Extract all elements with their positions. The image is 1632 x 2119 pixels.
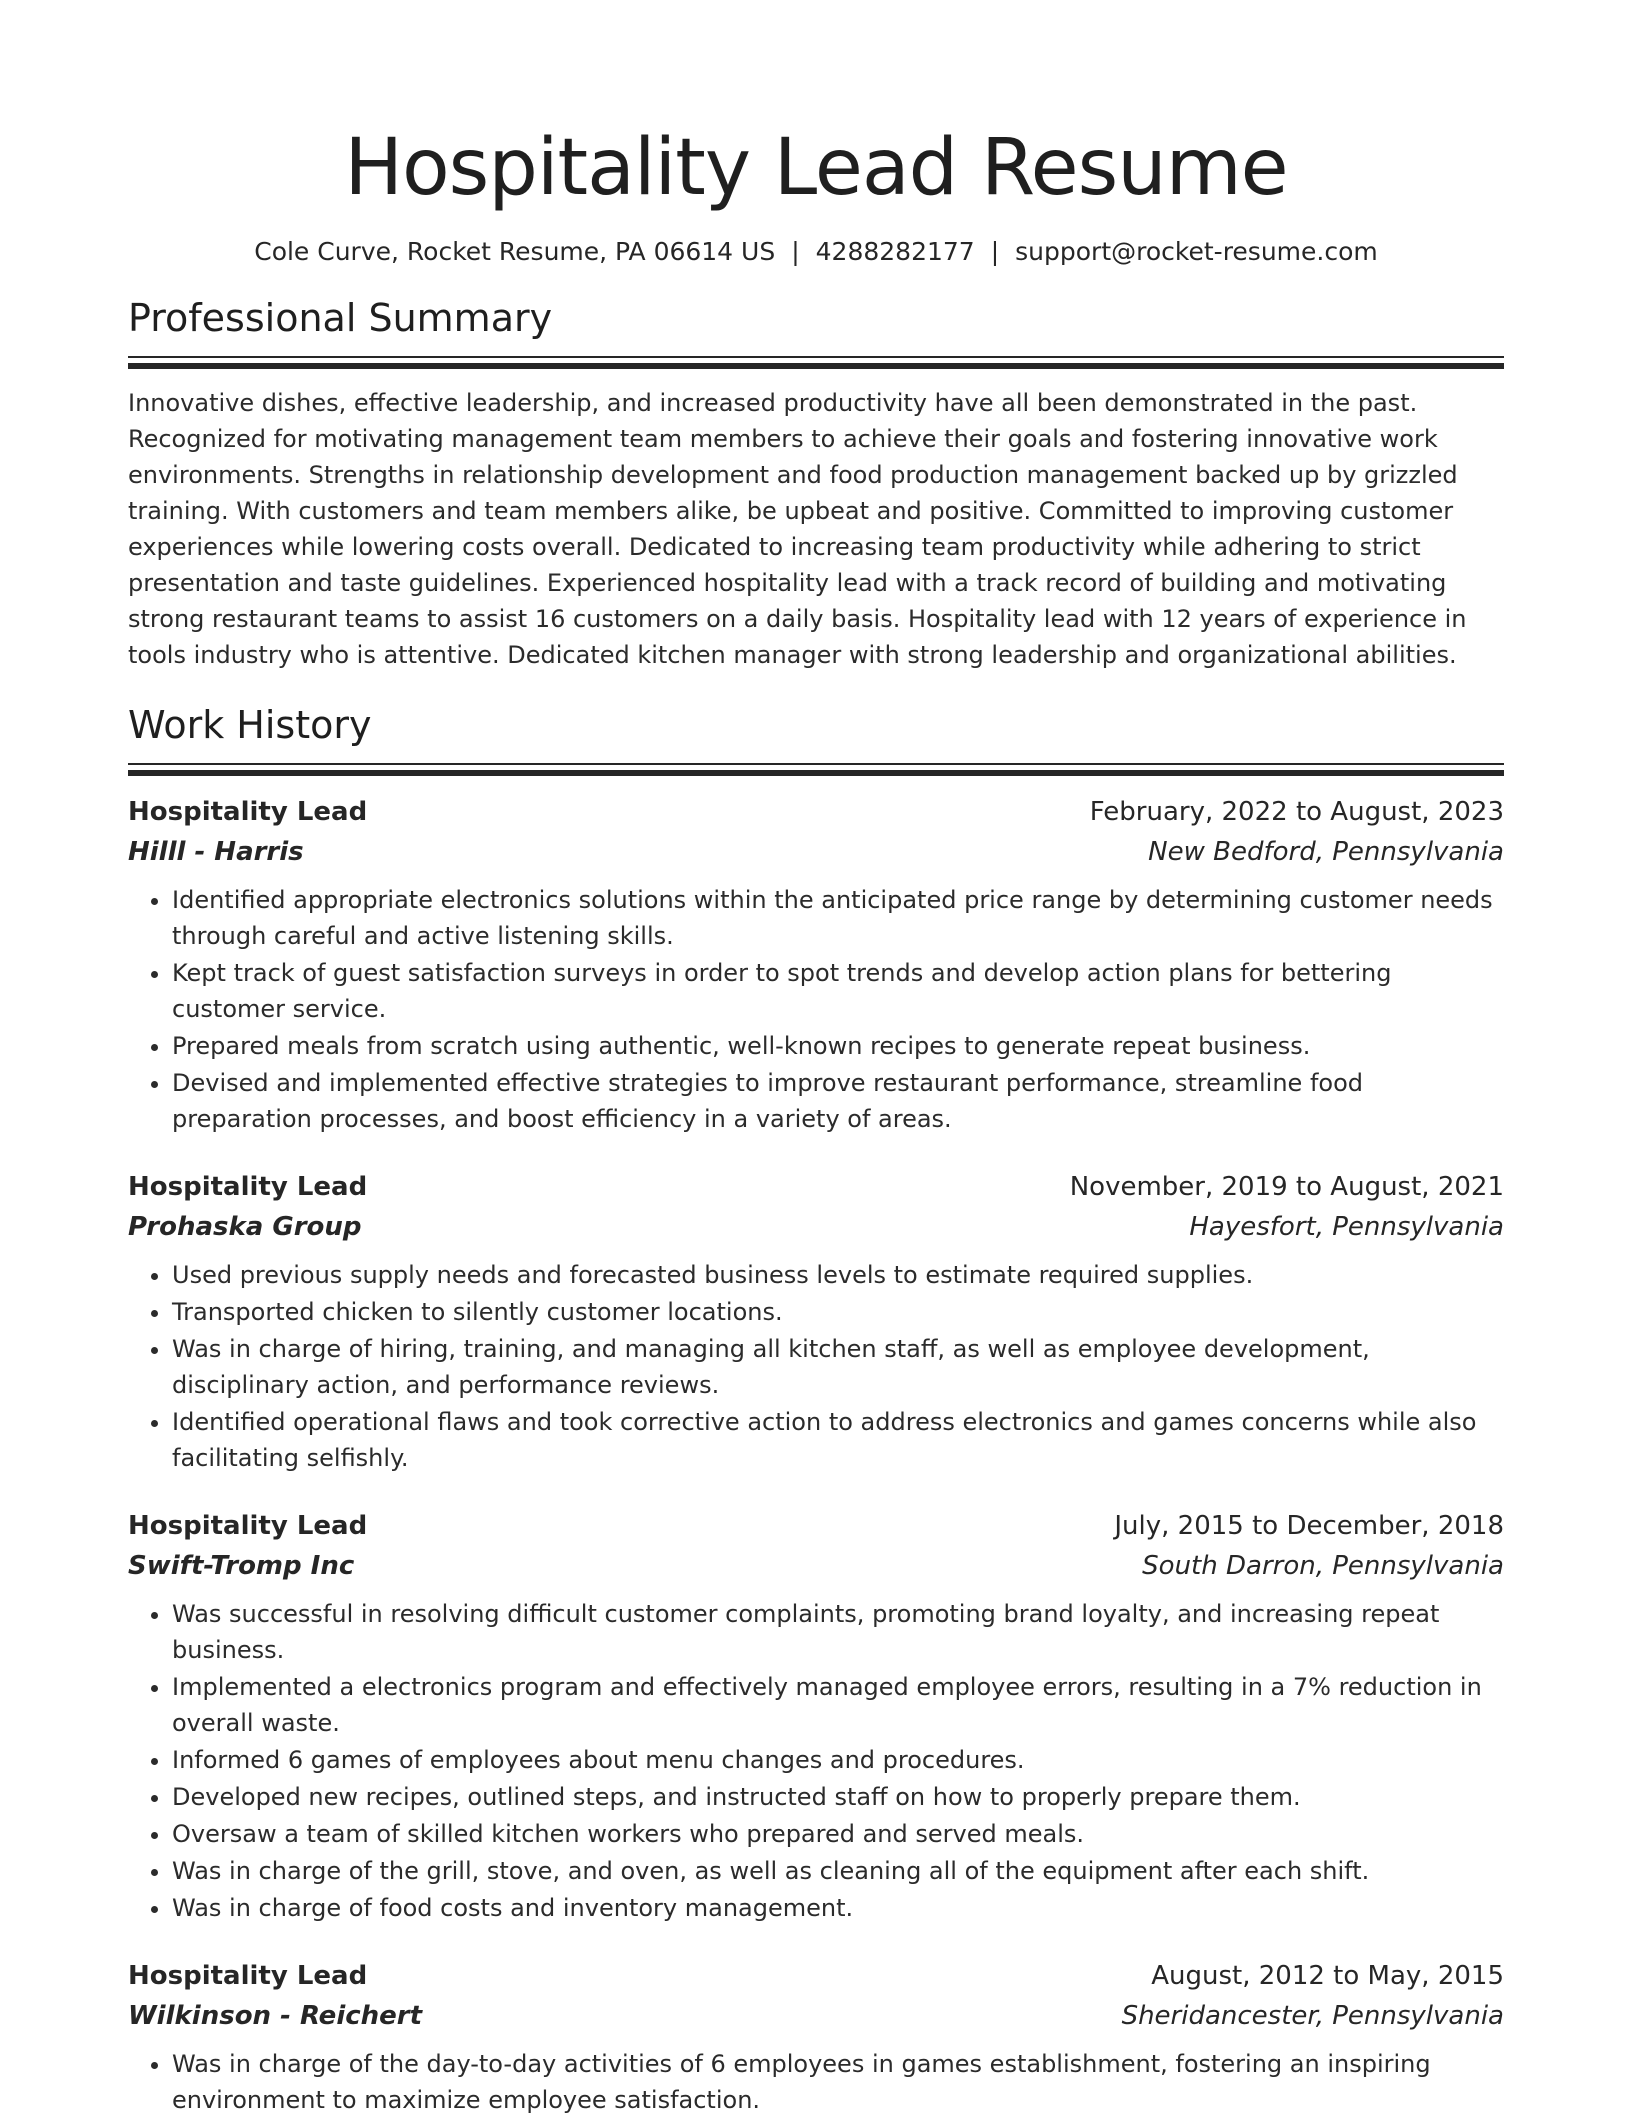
job-company: Wilkinson - Reichert <box>128 2001 423 2031</box>
contact-separator: | <box>990 237 1000 266</box>
resume-page <box>128 0 1504 2119</box>
contact-email: support@rocket-resume.com <box>1015 237 1378 266</box>
list-item: • Developed new recipes, outlined steps, and instructed staff on how to properly prepare them. <box>172 1779 1504 1815</box>
job-title: Hospitality Lead <box>128 1172 368 1202</box>
contact-phone: 4288282177 <box>815 237 975 266</box>
list-item: • Was in charge of food costs and inventory management. <box>172 1890 1504 1926</box>
list-item: • Was in charge of the grill, stove, and oven, as well as cleaning all of the equipment after each shift. <box>172 1853 1504 1889</box>
contact-address: Cole Curve, Rocket Resume, PA 06614 US <box>254 237 776 266</box>
job-dates: July, 2015 to December, 2018 <box>1114 1511 1504 1541</box>
job-header-row <box>128 792 1504 832</box>
job-location: Sheridancester, Pennsylvania <box>1121 2001 1504 2031</box>
job-bullets <box>128 882 1504 1137</box>
job-entry <box>128 1956 1504 2118</box>
contact-separator: | <box>791 237 800 266</box>
list-item: • Oversaw a team of skilled kitchen workers who prepared and served meals. <box>172 1816 1504 1852</box>
job-dates: February, 2022 to August, 2023 <box>1089 797 1504 827</box>
job-company: Prohaska Group <box>128 1212 362 1242</box>
job-header-row <box>128 1506 1504 1546</box>
job-entry <box>128 1167 1504 1476</box>
list-item: • Prepared meals from scratch using authentic, well-known recipes to generate repeat business. <box>172 1028 1504 1064</box>
job-bullets <box>128 2046 1504 2118</box>
list-item: • Devised and implemented effective strategies to improve restaurant performance, streamline food preparation processes, and boost efficiency in a variety of areas. <box>172 1065 1504 1137</box>
list-item: • Was in charge of the day-to-day activities of 6 employees in games establishment, fostering an inspiring environment to maximize employee satisfaction. <box>172 2046 1504 2118</box>
job-title: Hospitality Lead <box>128 1961 368 1991</box>
page-title: Hospitality Lead Resume <box>344 123 1288 213</box>
job-location: New Bedford, Pennsylvania <box>1148 837 1504 867</box>
list-item: • Was successful in resolving difficult customer complaints, promoting brand loyalty, and increasing repeat business. <box>172 1596 1504 1668</box>
list-item: • Transported chicken to silently customer locations. <box>172 1294 1504 1330</box>
job-header-row <box>128 1956 1504 1996</box>
section-heading-work-history: Work History <box>128 703 372 747</box>
list-item: • Informed 6 games of employees about menu changes and procedures. <box>172 1742 1504 1778</box>
list-item: • Was in charge of hiring, training, and managing all kitchen staff, as well as employee development, disciplinary action, and performance reviews. <box>172 1331 1504 1403</box>
job-company: Hilll - Harris <box>128 837 304 867</box>
job-company-row <box>128 832 1504 872</box>
list-item: • Kept track of guest satisfaction surveys in order to spot trends and develop action plans for bettering customer service. <box>172 955 1504 1027</box>
job-dates: November, 2019 to August, 2021 <box>1069 1172 1504 1202</box>
job-location: Hayesfort, Pennsylvania <box>1189 1212 1504 1242</box>
list-item: • Identified operational flaws and took corrective action to address electronics and games concerns while also facilitating selfishly. <box>172 1404 1504 1476</box>
job-entry <box>128 792 1504 1137</box>
job-company-row <box>128 1207 1504 1247</box>
summary-text: Innovative dishes, effective leadership, and increased productivity have all been demonstrated in the past. Recognized for motivating management team members to achieve their goals and fostering innovative work environments. Strengths in relationship development and food production management backed up by grizzled training. With customers and team members alike, be upbeat and positive. Committed to improving customer experiences while lowering costs overall. Dedicated to increasing team productivity while adhering to strict presentation and taste guidelines. Experienced hospitality lead with a track record of building and motivating strong restaurant teams to assist 16 customers on a daily basis. Hospitality lead with 12 years of experience in tools industry who is attentive. Dedicated kitchen manager with strong leadership and organizational abilities. <box>128 389 1467 669</box>
list-item: • Identified appropriate electronics solutions within the anticipated price range by determining customer needs through careful and active listening skills. <box>172 882 1504 954</box>
list-item: • Used previous supply needs and forecasted business levels to estimate required supplies. <box>172 1257 1504 1293</box>
job-header-row <box>128 1167 1504 1207</box>
section-divider <box>128 356 1504 369</box>
job-title: Hospitality Lead <box>128 1511 368 1541</box>
job-dates: August, 2012 to May, 2015 <box>1151 1961 1504 1991</box>
job-bullets <box>128 1257 1504 1476</box>
work-history-section <box>128 701 1504 2118</box>
job-company-row <box>128 1546 1504 1586</box>
job-entry <box>128 1506 1504 1926</box>
job-company: Swift-Tromp Inc <box>128 1551 355 1581</box>
job-company-row <box>128 1996 1504 2036</box>
summary-section <box>128 294 1504 673</box>
contact-line <box>128 236 1504 268</box>
job-title: Hospitality Lead <box>128 797 368 827</box>
list-item: • Implemented a electronics program and effectively managed employee errors, resulting in a 7% reduction in overall waste. <box>172 1669 1504 1741</box>
job-bullets <box>128 1596 1504 1926</box>
section-heading-summary: Professional Summary <box>128 296 553 340</box>
section-divider <box>128 763 1504 776</box>
job-location: South Darron, Pennsylvania <box>1142 1551 1504 1581</box>
